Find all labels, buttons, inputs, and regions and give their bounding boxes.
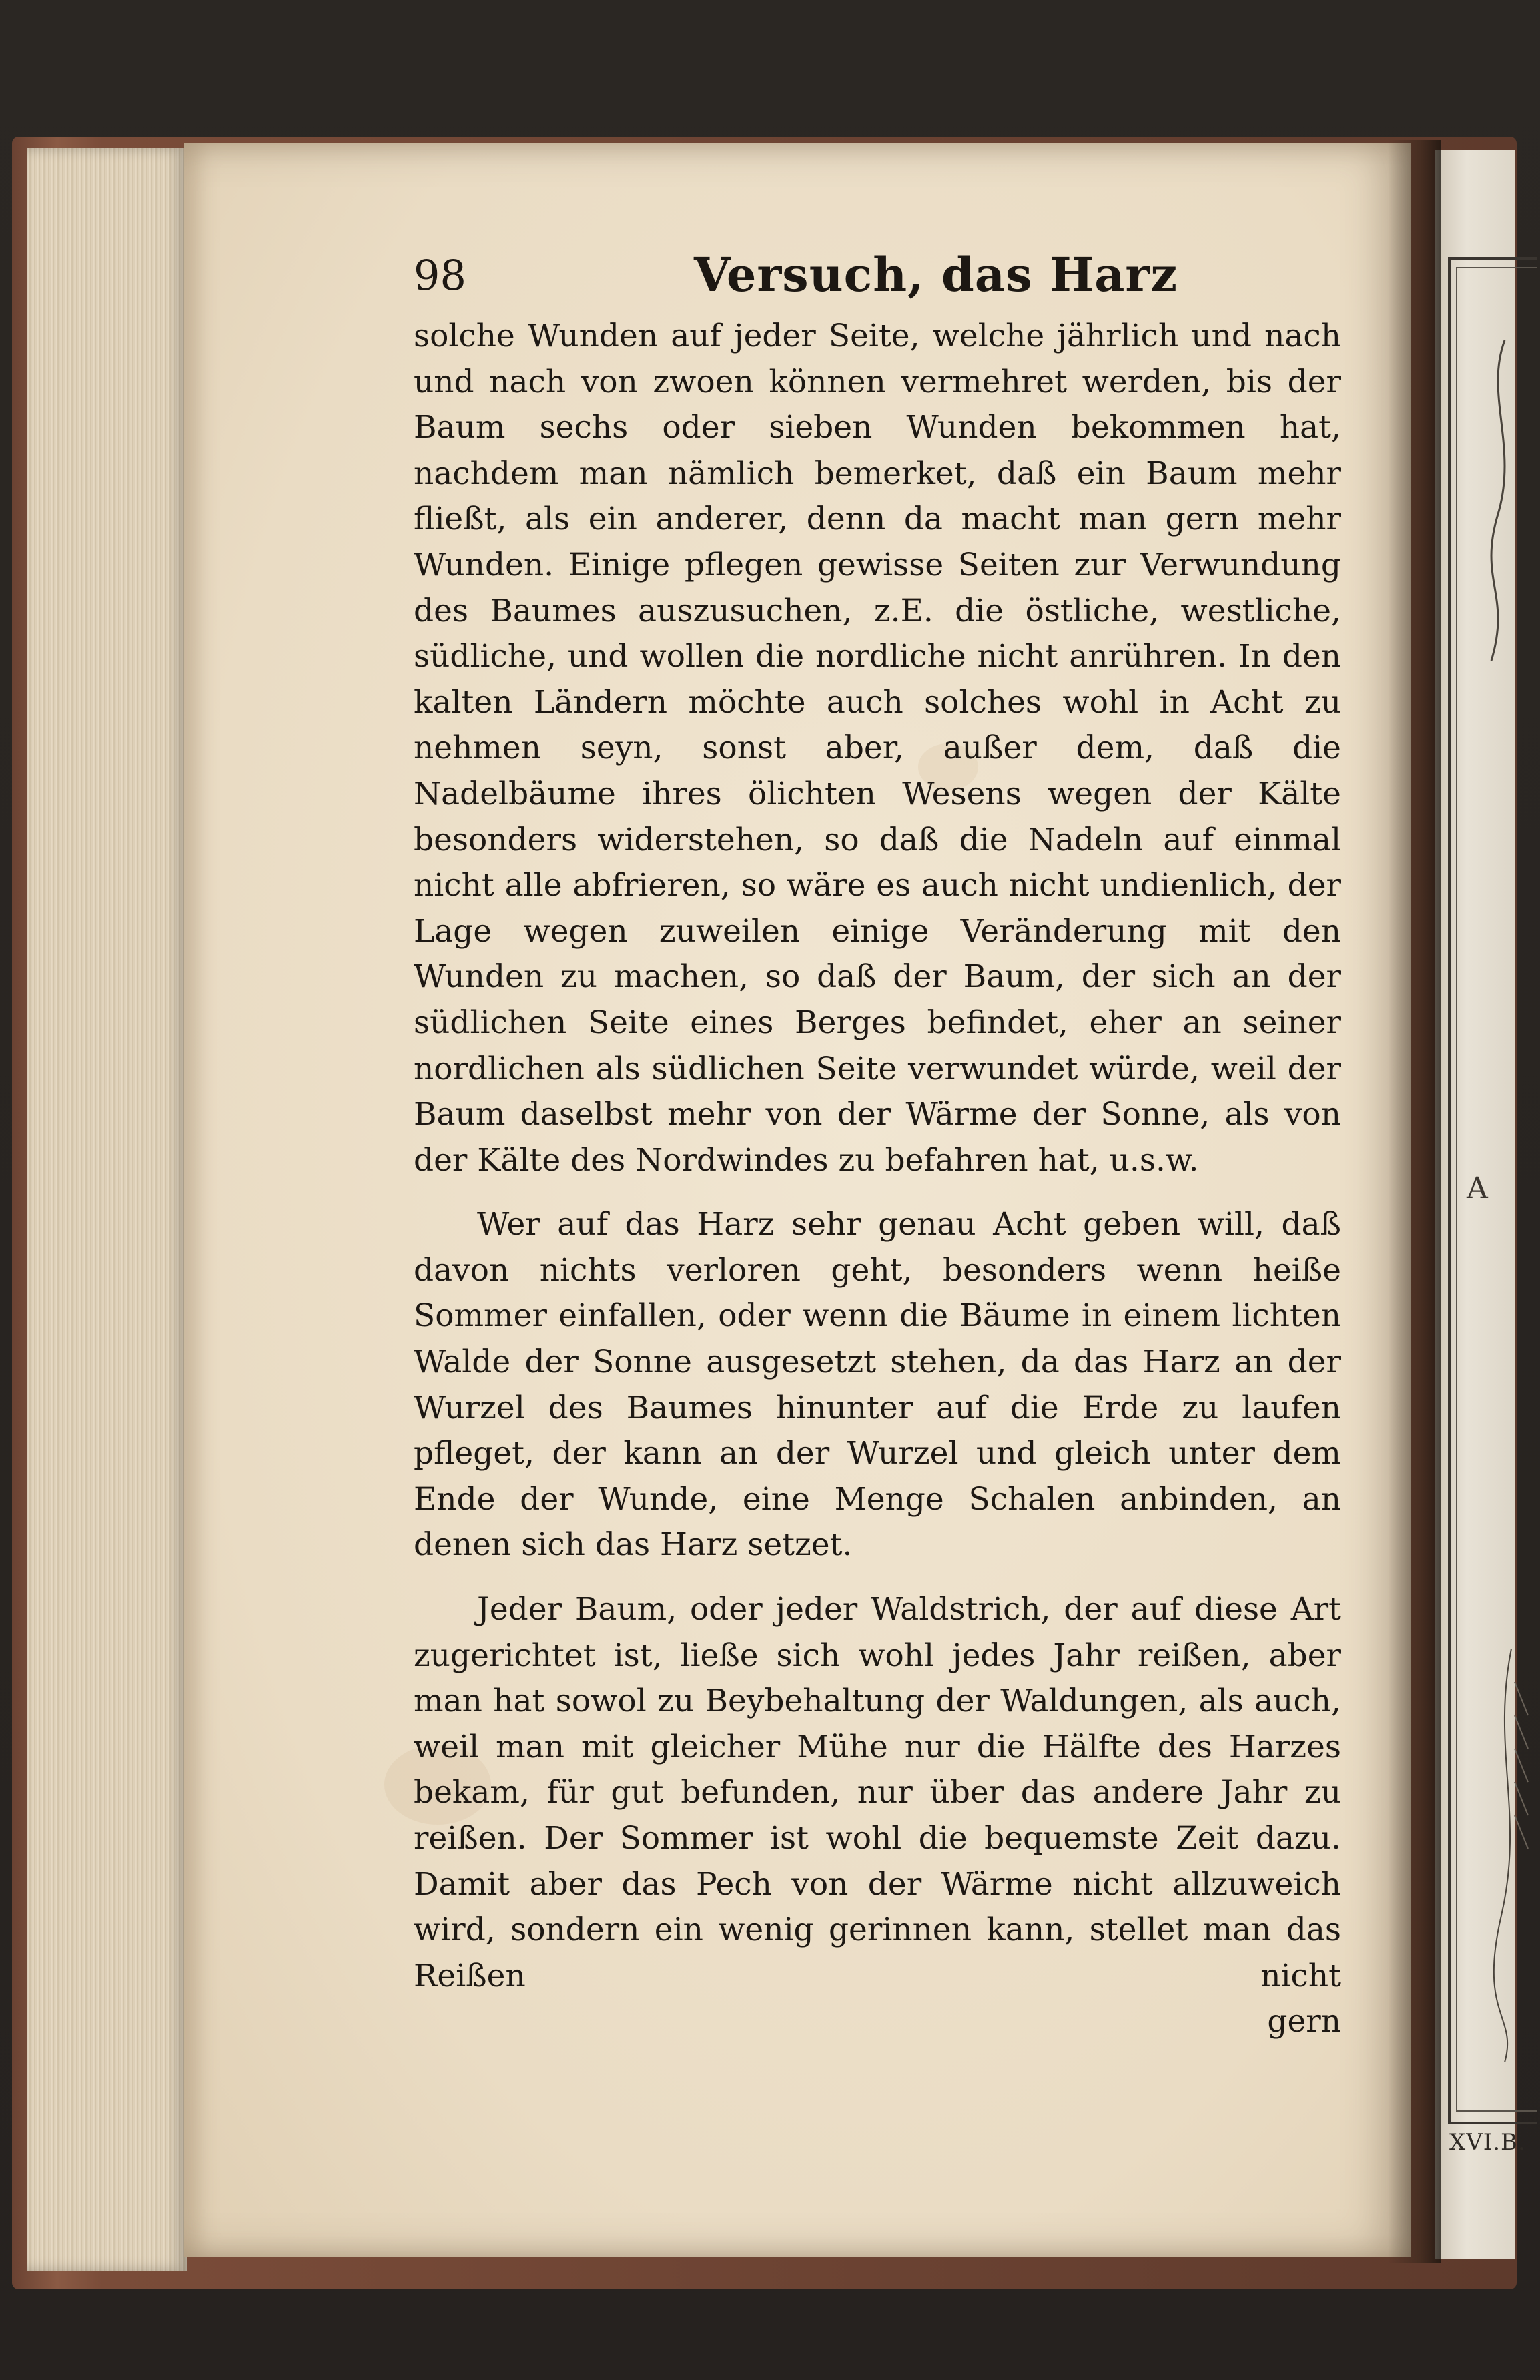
catchword: gern: [1267, 2003, 1341, 2040]
plate-marker-letter: A: [1467, 1171, 1488, 1205]
gutter-shadow: [1388, 140, 1441, 2263]
page-header: [414, 247, 1341, 314]
page-number: 98: [414, 251, 466, 300]
running-head: Versuch, das Harz: [694, 247, 1178, 302]
paragraph: Jeder Baum, oder jeder Waldstrich, der auf diese Art zugerichtet ist, ließe sich wohl jedes Jahr reißen, aber man hat sowol zu Beybehaltung der Waldungen, als auch, weil man mit gleicher Mühe nur die Hälfte des Harzes bekam, für gut befunden, nur über das andere Jahr zu reißen. Der Sommer ist wohl die bequemste Zeit dazu. Damit aber das Pech von der Wärme nicht allzuweich wird, sondern ein wenig gerinnen kann, stellet man das Reißen nicht: [414, 1591, 1341, 1994]
text-block: [414, 247, 1341, 2044]
page-edges: [27, 148, 187, 2271]
paragraph: solche Wunden auf jeder Seite, welche jährlich und nach und nach von zwoen können vermehret werden, bis der Baum sechs oder sieben Wunden bekommen hat, nachdem man nämlich bemerket, daß ein Baum mehr fließt, als ein anderer, denn da macht man gern mehr Wunden. Einige pflegen gewisse Seiten zur Verwundung des Baumes auszusuchen, z.E. die östliche, westliche, südliche, und wollen die nordliche nicht anrühren. In den kalten Ländern möchte auch solches wohl in Acht zu nehmen seyn, sonst aber, außer dem, daß die Nadelbäume ihres ölichten Wesens wegen der Kälte besonders widerstehen, so daß die Nadeln auf einmal nicht alle abfrieren, so wäre es auch nicht undienlich, der Lage wegen zuweilen einige Veränderung mit den Wunden zu machen, so daß der Baum, der sich an der südlichen Seite eines Berges befindet, eher an seiner nordlichen als südlichen Seite verwundet würde, weil der Baum daselbst mehr von der Wärme der Sonne, als von der Kälte des Nordwindes zu befahren hat, u.s.w.: [414, 318, 1341, 1179]
paragraph: Wer auf das Harz sehr genau Acht geben will, daß davon nichts verloren geht, besonders wenn heiße Sommer einfallen, oder wenn die Bäume in einem lichten Walde der Sonne ausgesetzt stehen, da das Harz an der Wurzel des Baumes hinunter auf die Erde zu laufen pfleget, der kann an der Wurzel und gleich unter dem Ende der Wunde, eine Menge Schalen anbinden, an denen sich das Harz setzet.: [414, 1206, 1341, 1564]
plate-label: XVI.B.: [1449, 2129, 1526, 2156]
body-text: [414, 314, 1341, 1999]
